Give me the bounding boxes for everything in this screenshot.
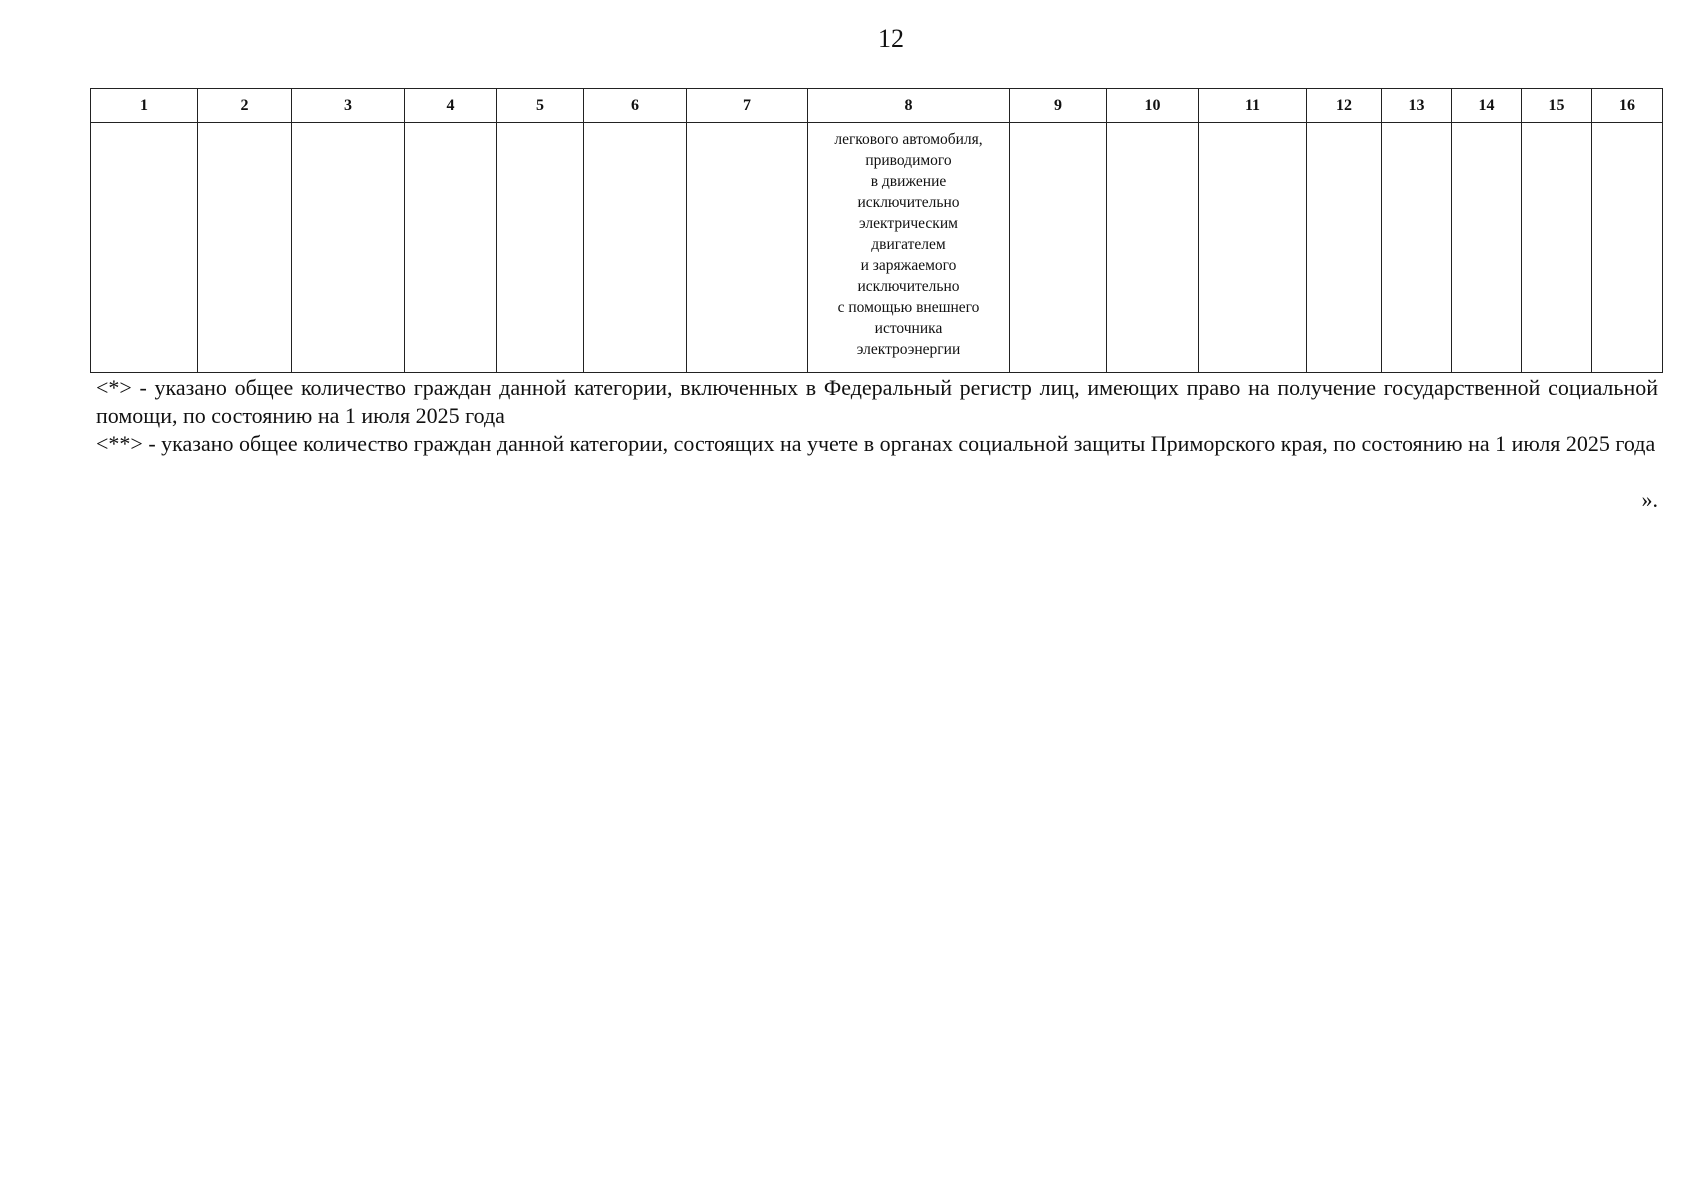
cell-text-line: электрическим: [859, 215, 958, 232]
column-header-8: 8: [808, 89, 1010, 123]
table-cell-col-14: [1452, 123, 1522, 373]
data-table-container: [90, 88, 1662, 373]
cell-text-line: легкового автомобиля,: [834, 131, 983, 148]
table-header-row: [91, 89, 1663, 123]
cell-text-line: приводимого: [865, 152, 952, 169]
column-header-3: 3: [292, 89, 405, 123]
column-header-9: 9: [1010, 89, 1107, 123]
column-header-13: 13: [1382, 89, 1452, 123]
table-cell-col-13: [1382, 123, 1452, 373]
column-header-5: 5: [497, 89, 584, 123]
cell-text-line: и заряжаемого: [860, 257, 957, 274]
column-header-11: 11: [1199, 89, 1307, 123]
closing-quote-mark: ».: [1641, 487, 1658, 512]
page-number: 12: [878, 24, 904, 53]
table-cell-col-7: [687, 123, 808, 373]
table-cell-col-15: [1522, 123, 1592, 373]
cell-text-line: исключительно: [857, 194, 960, 211]
table-cell-col-8: [808, 123, 1010, 373]
cell-text-line: источника: [874, 320, 943, 337]
table-cell-col-16: [1592, 123, 1663, 373]
data-table: [90, 88, 1663, 373]
table-cell-col-2: [198, 123, 292, 373]
column-header-7: 7: [687, 89, 808, 123]
table-cell-col-11: [1199, 123, 1307, 373]
cell-text-line: с помощью внешнего: [837, 299, 980, 316]
cell-text-line: двигателем: [871, 236, 946, 253]
table-cell-col-9: [1010, 123, 1107, 373]
column-header-2: 2: [198, 89, 292, 123]
column-header-14: 14: [1452, 89, 1522, 123]
table-row: [91, 123, 1663, 373]
column-header-4: 4: [405, 89, 497, 123]
table-cell-col-10: [1107, 123, 1199, 373]
table-cell-col-4: [405, 123, 497, 373]
column-header-10: 10: [1107, 89, 1199, 123]
column-header-15: 15: [1522, 89, 1592, 123]
table-cell-col-6: [584, 123, 687, 373]
cell-text-line: в движение: [870, 173, 947, 190]
cell-text-line: электроэнергии: [856, 341, 961, 358]
cell-text-line: исключительно: [857, 278, 960, 295]
footnote-single-asterisk: <*> - указано общее количество граждан данной категории, включенных в Федеральный регистр лиц, имеющих право на получение государственной социальной помощи, по состоянию на 1 июля 2025 года: [96, 375, 1658, 428]
column-header-12: 12: [1307, 89, 1382, 123]
table-cell-col-5: [497, 123, 584, 373]
column-header-6: 6: [584, 89, 687, 123]
footnote-double-asterisk: <**> - указано общее количество граждан данной категории, состоящих на учете в органах социальной защиты Приморского края, по состоянию на 1 июля 2025 года: [96, 431, 1656, 456]
table-cell-col-12: [1307, 123, 1382, 373]
column-header-1: 1: [91, 89, 198, 123]
table-cell-col-3: [292, 123, 405, 373]
column-header-16: 16: [1592, 89, 1663, 123]
footnotes: [96, 374, 1658, 458]
table-cell-col-1: [91, 123, 198, 373]
